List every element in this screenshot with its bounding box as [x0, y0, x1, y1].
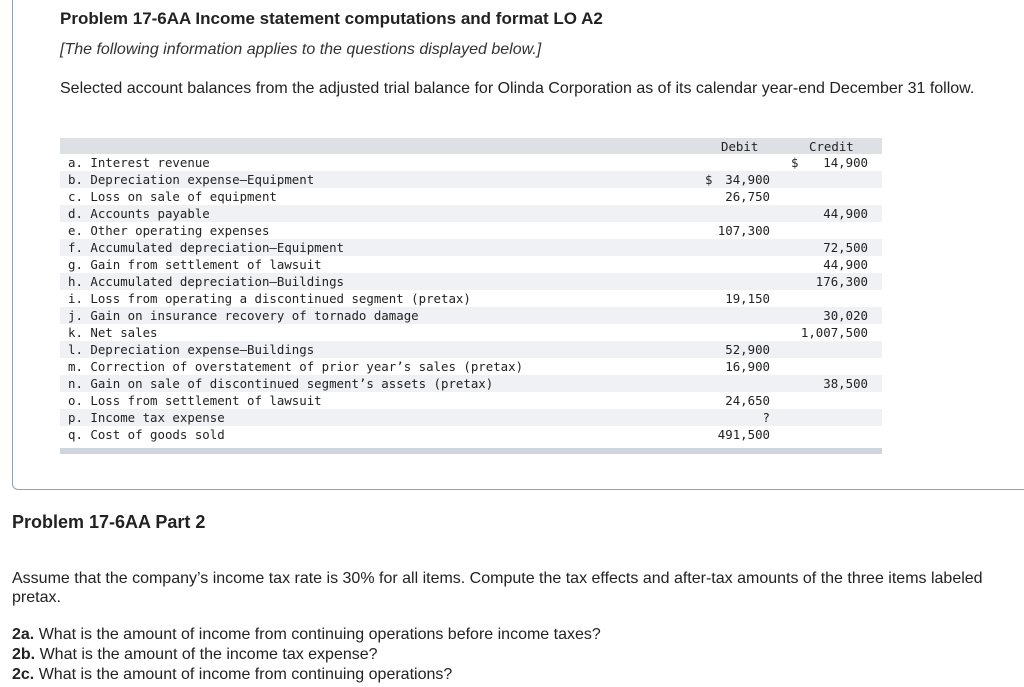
intro-text: Selected account balances from the adjusted trial balance for Olinda Corporation as of its calendar year-end December 31 follow. — [60, 80, 975, 97]
account-label: e. Other operating expenses — [68, 223, 270, 238]
question-number: 2b. — [12, 646, 36, 663]
question-text: What is the amount of income from continuing operations? — [38, 666, 453, 683]
account-label: l. Depreciation expense—Buildings — [68, 342, 315, 357]
table-row — [60, 256, 882, 273]
account-label: g. Gain from settlement of lawsuit — [68, 257, 322, 272]
debit-amount: 24,650 — [725, 393, 770, 408]
table-row — [60, 426, 882, 443]
account-label: q. Cost of goods sold — [68, 427, 225, 442]
table-body — [60, 154, 882, 443]
table-row — [60, 392, 882, 409]
debit-amount: 34,900 — [725, 172, 770, 187]
table-row — [60, 154, 882, 171]
table-row — [60, 171, 882, 188]
question-2b — [12, 646, 378, 664]
debit-currency-symbol: $ — [705, 172, 713, 187]
table-row — [60, 409, 882, 426]
table-row — [60, 307, 882, 324]
account-label: d. Accounts payable — [68, 206, 210, 221]
debit-amount: 491,500 — [717, 427, 770, 442]
credit-amount: 14,900 — [823, 155, 868, 170]
debit-amount: ? — [762, 410, 770, 425]
debit-amount: 16,900 — [725, 359, 770, 374]
debit-amount: 107,300 — [717, 223, 770, 238]
account-label: b. Depreciation expense—Equipment — [68, 172, 315, 187]
credit-amount: 176,300 — [815, 274, 868, 289]
question-2a — [12, 626, 601, 644]
account-label: n. Gain on sale of discontinued segment’s assets (pretax) — [68, 376, 494, 391]
part2-instructions: Assume that the company’s income tax rate is 30% for all items. Compute the tax effects and after-tax amounts of the three items labeled pretax. — [12, 570, 983, 606]
table-header — [60, 138, 882, 154]
table-row — [60, 358, 882, 375]
question-text: What is the amount of income from continuing operations before income taxes? — [38, 626, 601, 643]
credit-amount: 44,900 — [823, 257, 868, 272]
debit-header: Debit — [721, 139, 759, 154]
account-label: a. Interest revenue — [68, 155, 210, 170]
question-text: What is the amount of the income tax expense? — [39, 646, 378, 663]
table-row — [60, 273, 882, 290]
debit-amount: 52,900 — [725, 342, 770, 357]
problem-card — [12, 0, 1024, 490]
table-row — [60, 205, 882, 222]
credit-amount: 44,900 — [823, 206, 868, 221]
debit-amount: 26,750 — [725, 189, 770, 204]
problem-title: Problem 17-6AA Income statement computations and format LO A2 — [60, 9, 603, 28]
table-row — [60, 324, 882, 341]
table-row — [60, 290, 882, 307]
credit-header: Credit — [809, 139, 854, 154]
part2-title: Problem 17-6AA Part 2 — [12, 512, 206, 532]
table-row — [60, 188, 882, 205]
account-label: j. Gain on insurance recovery of tornado damage — [68, 308, 419, 323]
account-label: i. Loss from operating a discontinued segment (pretax) — [68, 291, 471, 306]
account-label: p. Income tax expense — [68, 410, 225, 425]
credit-amount: 30,020 — [823, 308, 868, 323]
table-row — [60, 222, 882, 239]
table-row — [60, 375, 882, 392]
table-row — [60, 341, 882, 358]
account-label: h. Accumulated depreciation—Buildings — [68, 274, 345, 289]
table-row — [60, 239, 882, 256]
account-label: o. Loss from settlement of lawsuit — [68, 393, 322, 408]
credit-currency-symbol: $ — [791, 155, 799, 170]
question-number: 2a. — [12, 626, 35, 643]
info-note: [The following information applies to the questions displayed below.] — [60, 41, 542, 58]
account-label: f. Accumulated depreciation—Equipment — [68, 240, 345, 255]
credit-amount: 38,500 — [823, 376, 868, 391]
account-label: c. Loss on sale of equipment — [68, 189, 277, 204]
credit-amount: 1,007,500 — [800, 325, 868, 340]
credit-amount: 72,500 — [823, 240, 868, 255]
debit-amount: 19,150 — [725, 291, 770, 306]
account-label: m. Correction of overstatement of prior year’s sales (pretax) — [68, 359, 524, 374]
trial-balance-table — [60, 138, 882, 454]
table-footer-bar — [60, 448, 882, 454]
question-2c — [12, 666, 452, 684]
account-label: k. Net sales — [68, 325, 158, 340]
question-number: 2c. — [12, 666, 35, 683]
